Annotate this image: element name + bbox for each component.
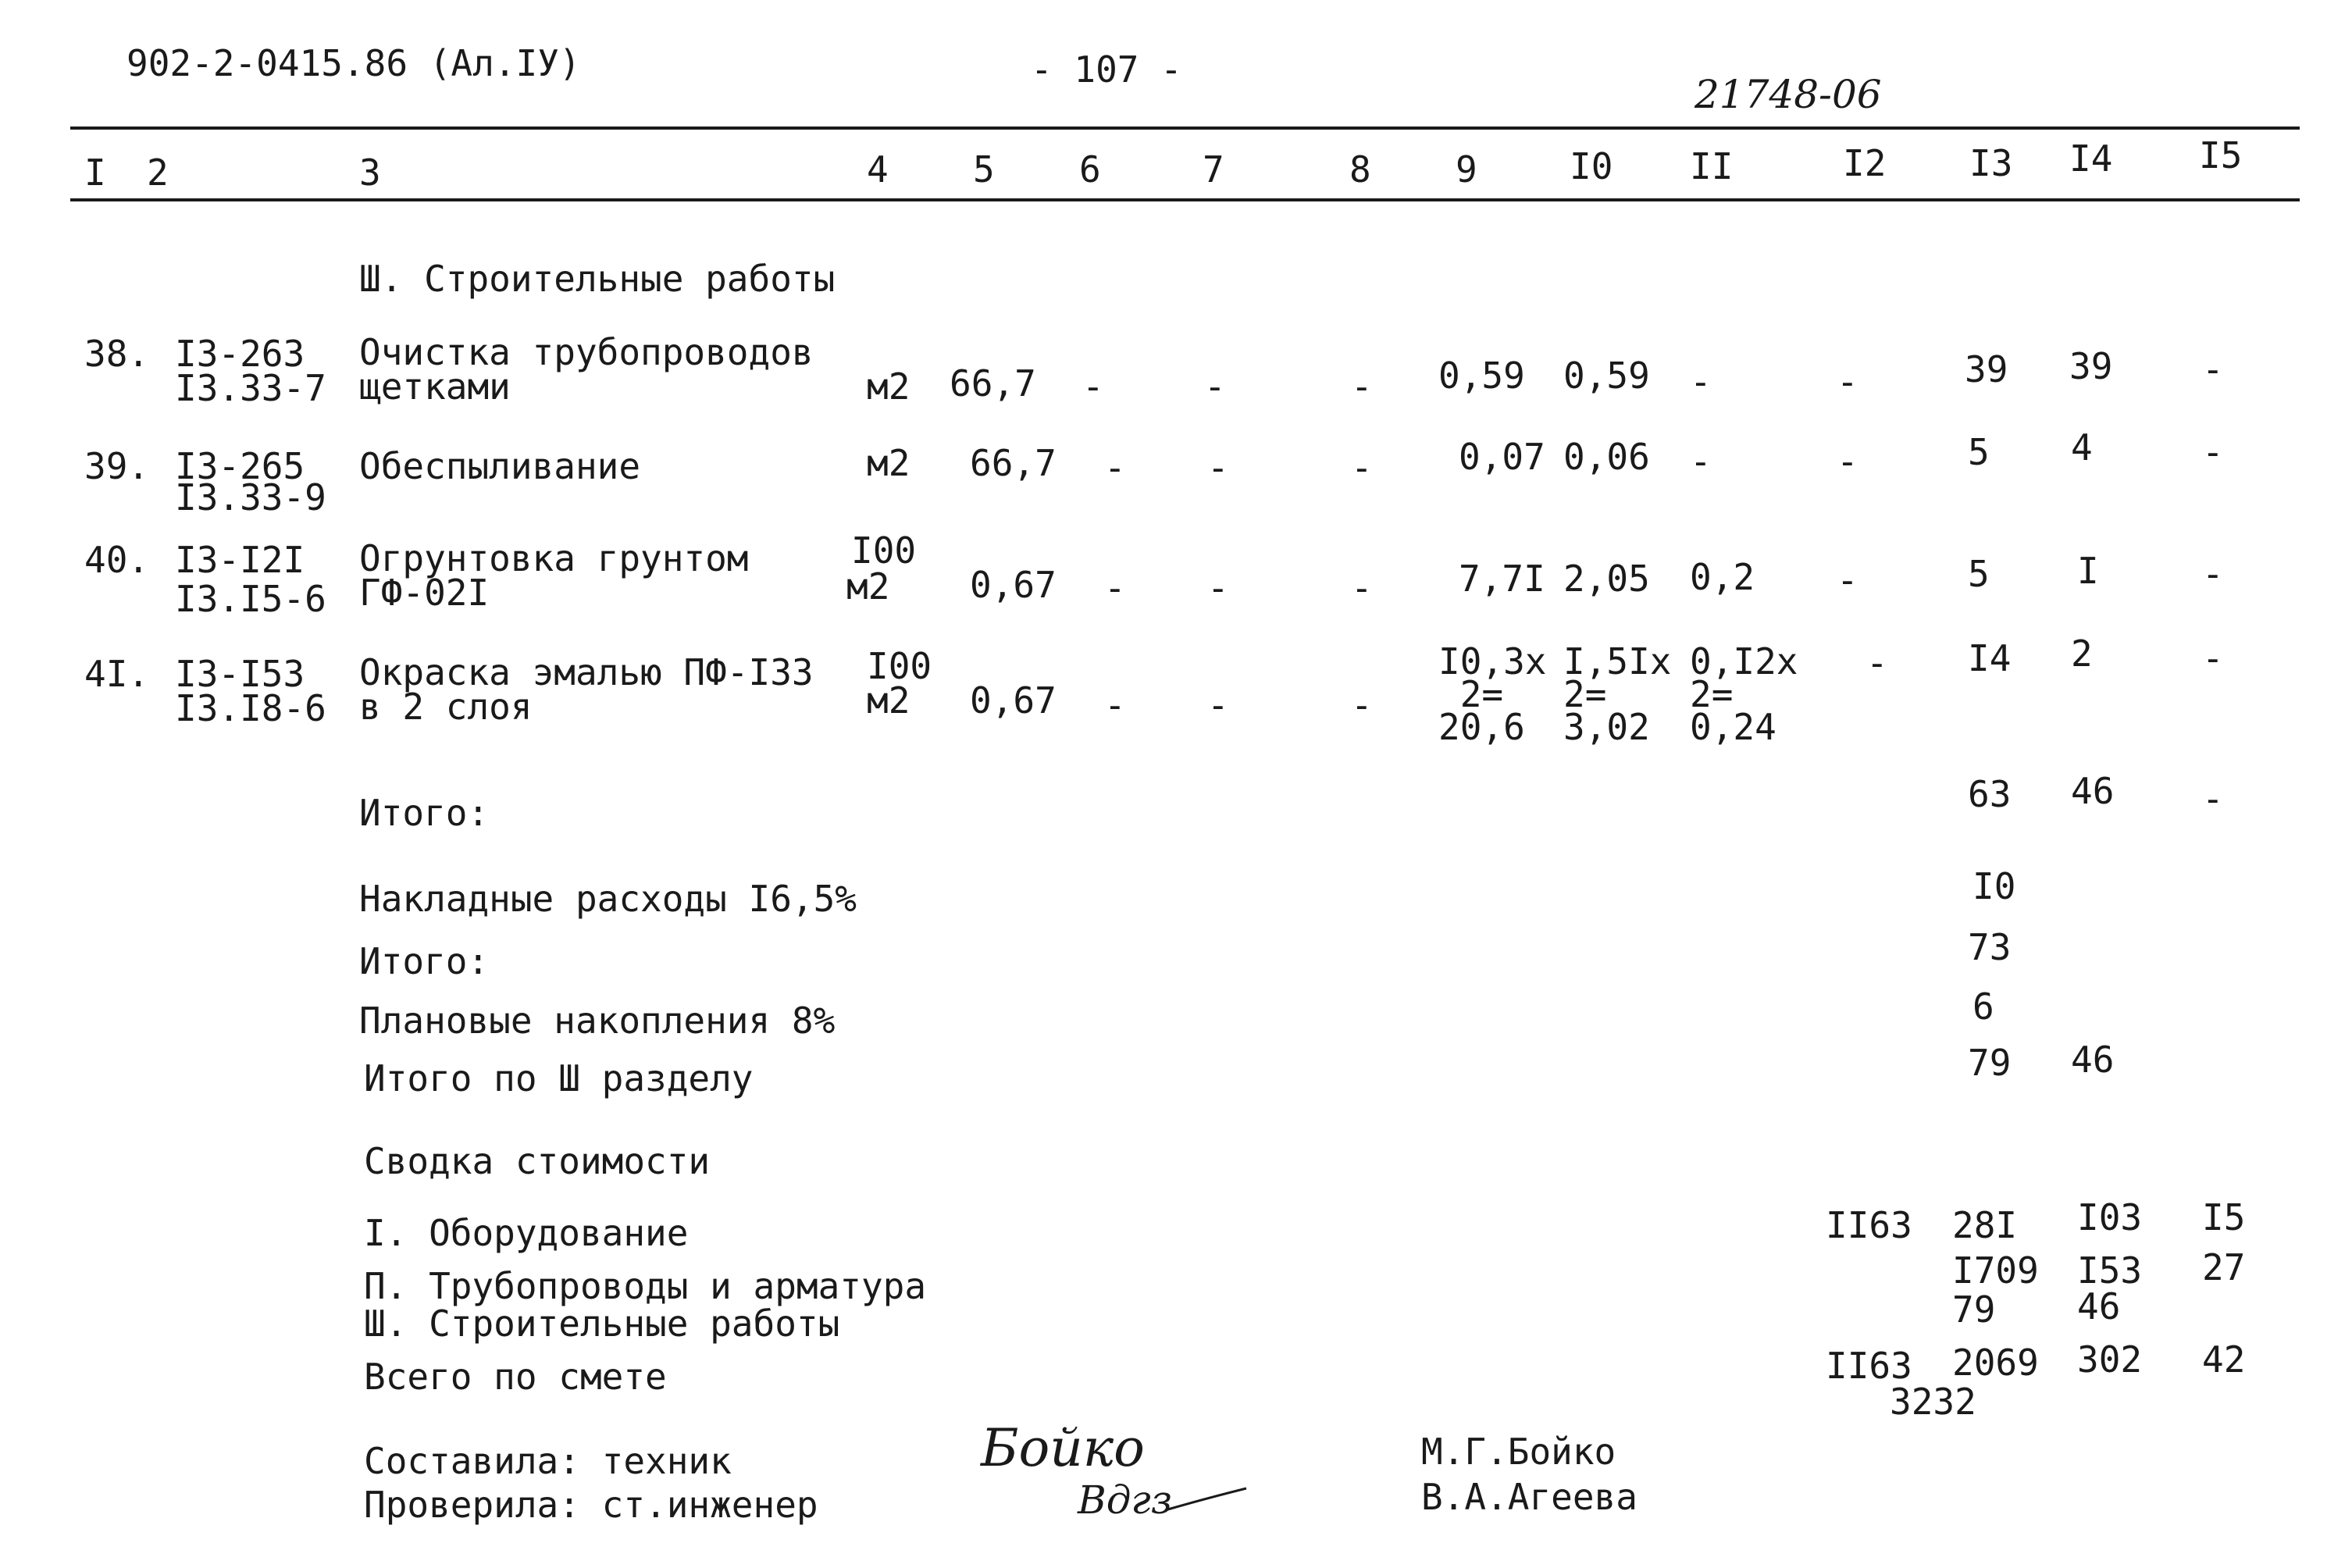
plan-savings-label: Плановые накопления 8% <box>359 1000 836 1042</box>
signature-stroke <box>1164 1484 1249 1515</box>
column-number: 5 <box>973 148 995 191</box>
row-c11: - <box>1690 440 1712 483</box>
row-name-sub: ГФ-02I <box>359 572 490 614</box>
itogo2-c13: 73 <box>1968 926 2012 968</box>
itogo-c14: 46 <box>2071 770 2115 812</box>
grand-total: 3232 <box>1890 1381 1976 1423</box>
total-c13: 2069 <box>1952 1342 2039 1384</box>
equipment-c15: I5 <box>2202 1196 2246 1238</box>
compiled-by-name: М.Г.Бойко <box>1421 1431 1616 1473</box>
row-unit: м2 <box>867 442 911 484</box>
row-c9: I0,3х 2= 20,6 <box>1438 640 1547 748</box>
row-c11: - <box>1690 361 1712 403</box>
row-c14: 2 <box>2071 633 2093 675</box>
section-title: Ш. Строительные работы <box>359 258 836 300</box>
row-c8: - <box>1351 684 1373 726</box>
section-total-c13: 79 <box>1968 1042 2012 1084</box>
total-c12: II63 <box>1826 1345 1912 1387</box>
pipes-c13: I709 <box>1952 1249 2039 1292</box>
row-c7: - <box>1207 567 1229 609</box>
total-label: Всего по смете <box>364 1356 667 1398</box>
row-name: Обеспыливание <box>359 445 641 487</box>
row-c12: - <box>1837 440 1858 483</box>
row-number: 40. <box>84 539 150 581</box>
row-c12: - <box>1866 642 1888 684</box>
row-c13: I4 <box>1968 637 2012 679</box>
column-number: 7 <box>1203 148 1224 191</box>
row-c13: 5 <box>1968 553 1990 595</box>
column-number: 2 <box>147 151 169 194</box>
header-top-rule <box>70 127 2300 130</box>
column-number: 9 <box>1456 148 1477 191</box>
row-c9: 7,7I <box>1459 558 1545 600</box>
column-number: I4 <box>2069 137 2113 180</box>
row-c8: - <box>1351 447 1373 489</box>
row-unit-sub: м2 <box>867 679 911 722</box>
row-name: Окраска эмалью ПФ-I33 <box>359 651 814 693</box>
row-qty: 66,7 <box>950 362 1036 404</box>
row-c14: 39 <box>2069 345 2113 387</box>
row-code: I3-I2I <box>175 539 305 581</box>
row-c15: - <box>2202 348 2224 390</box>
row-c10: 2,05 <box>1563 558 1650 600</box>
row-c6: - <box>1104 684 1126 726</box>
column-number: I2 <box>1843 142 1887 184</box>
pipes-c15: 27 <box>2202 1246 2246 1288</box>
itogo-label: Итого: <box>359 792 490 834</box>
equipment-c13: 28I <box>1952 1204 2018 1246</box>
row-qty: 66,7 <box>970 442 1057 484</box>
section-total-c14: 46 <box>2071 1039 2115 1081</box>
column-number: 3 <box>359 151 381 194</box>
row-code-sub: I3.33-7 <box>175 367 326 409</box>
column-number: 8 <box>1349 148 1371 191</box>
row-c10: I,5Iх 2= 3,02 <box>1563 640 1672 748</box>
row-name-sub: в 2 слоя <box>359 686 533 728</box>
total-c14: 302 <box>2077 1338 2143 1381</box>
construction-c14: 46 <box>2077 1285 2121 1327</box>
row-c9: 0,07 <box>1459 436 1545 478</box>
row-name-sub: щетками <box>359 365 511 408</box>
construction-c13: 79 <box>1952 1288 1996 1331</box>
row-unit-sub: м2 <box>846 565 890 608</box>
equipment-c12: II63 <box>1826 1204 1912 1246</box>
row-c8: - <box>1351 365 1373 408</box>
row-c6: - <box>1104 447 1126 489</box>
document-code: 902-2-0415.86 (Ал.IУ) <box>127 42 581 84</box>
row-c13: 39 <box>1965 348 2008 390</box>
overhead-c13: I0 <box>1972 865 2016 907</box>
checked-signature: Вдгз <box>1078 1477 1172 1523</box>
column-number: 6 <box>1079 148 1101 191</box>
row-unit: м2 <box>867 365 911 408</box>
equipment-label: I. Оборудование <box>364 1212 689 1254</box>
equipment-c14: I03 <box>2077 1196 2143 1238</box>
row-code: I3-I53 <box>175 653 305 695</box>
overhead-label: Накладные расходы I6,5% <box>359 878 857 920</box>
pipes-label: П. Трубопроводы и арматура <box>364 1265 927 1307</box>
row-code-sub: I3.33-9 <box>175 476 326 519</box>
row-c11: 0,I2х 2= 0,24 <box>1690 640 1798 748</box>
compiled-by-label: Составила: техник <box>364 1440 732 1482</box>
row-qty: 0,67 <box>970 564 1057 606</box>
row-c11: 0,2 <box>1690 556 1755 598</box>
row-unit: I00 <box>867 645 932 687</box>
itogo-c15: - <box>2202 778 2224 820</box>
row-c7: - <box>1207 447 1229 489</box>
header-bottom-rule <box>70 198 2300 201</box>
row-unit: I00 <box>851 529 917 572</box>
row-c9: 0,59 <box>1438 355 1525 397</box>
total-c15: 42 <box>2202 1338 2246 1381</box>
row-c8: - <box>1351 567 1373 609</box>
column-number: I0 <box>1570 145 1613 187</box>
itogo2-label: Итого: <box>359 940 490 982</box>
pipes-c14: I53 <box>2077 1249 2143 1292</box>
row-c13: 5 <box>1968 431 1990 473</box>
row-c6: - <box>1104 567 1126 609</box>
column-number: 4 <box>867 148 889 191</box>
stamp-number: 21748-06 <box>1695 72 1882 117</box>
row-c14: I <box>2077 550 2099 592</box>
column-number: I <box>84 151 106 194</box>
construction-label: Ш. Строительные работы <box>364 1303 840 1345</box>
row-name: Очистка трубопроводов <box>359 331 814 373</box>
row-c14: 4 <box>2071 426 2093 469</box>
itogo-c13: 63 <box>1968 773 2012 815</box>
row-c10: 0,06 <box>1563 436 1650 478</box>
row-qty: 0,67 <box>970 679 1057 722</box>
row-code: I3-263 <box>175 333 305 375</box>
page-number: - 107 - <box>1031 48 1182 91</box>
compiled-signature: Бойко <box>981 1418 1145 1478</box>
plan-savings-c13: 6 <box>1972 985 1994 1028</box>
row-c10: 0,59 <box>1563 355 1650 397</box>
row-code-sub: I3.I5-6 <box>175 578 326 620</box>
row-c7: - <box>1207 684 1229 726</box>
row-c7: - <box>1204 365 1226 408</box>
checked-by-name: В.А.Агеева <box>1421 1476 1637 1518</box>
row-number: 39. <box>84 445 150 487</box>
row-code-sub: I3.I8-6 <box>175 687 326 729</box>
row-c15: - <box>2202 637 2224 679</box>
column-number: II <box>1690 145 1734 187</box>
row-c6: - <box>1082 365 1104 408</box>
row-c12: - <box>1837 559 1858 601</box>
column-number: I3 <box>1969 142 2013 184</box>
checked-by-label: Проверила: ст.инженер <box>364 1484 818 1526</box>
summary-title: Сводка стоимости <box>364 1140 711 1182</box>
row-c12: - <box>1837 361 1858 403</box>
row-code: I3-265 <box>175 445 305 487</box>
row-number: 38. <box>84 333 150 375</box>
column-number: I5 <box>2199 134 2243 176</box>
row-c15: - <box>2202 553 2224 595</box>
row-c15: - <box>2202 431 2224 473</box>
row-number: 4I. <box>84 653 150 695</box>
row-name: Огрунтовка грунтом <box>359 537 749 579</box>
section-total-label: Итого по Ш разделу <box>364 1057 754 1099</box>
